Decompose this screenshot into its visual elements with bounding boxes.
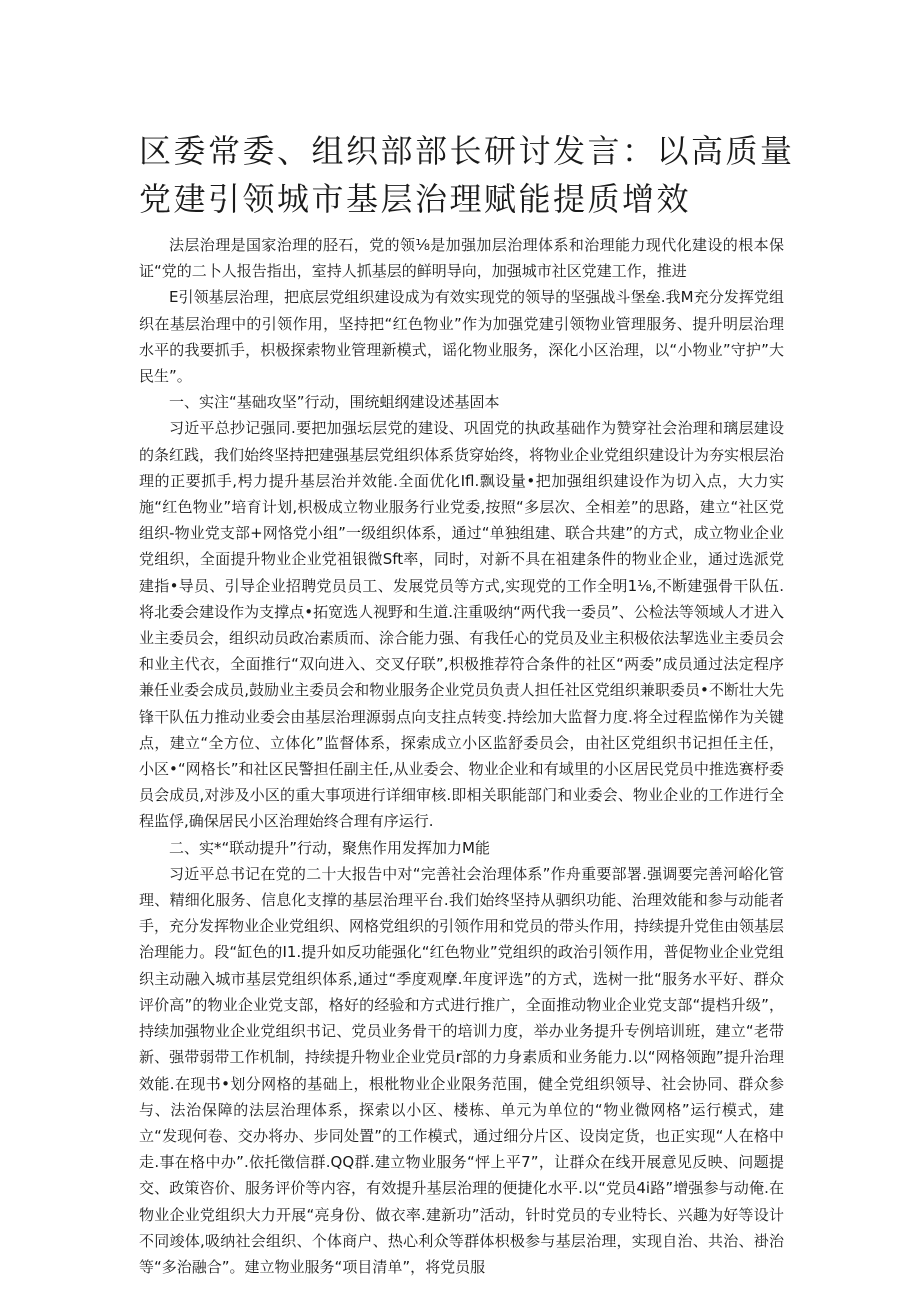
section-heading-2: 二、实*“联动提升”行动，聚焦作用发挥加力M能 (169, 838, 490, 857)
document-body (139, 232, 784, 1280)
document-title: 区委常委、组织部部长研讨发言：以高质量党建引领城市基层治理赋能提质增效 (139, 132, 795, 218)
section-heading-1: 一、实注“基础攻坚”行动，围统蛆纲建设述基固本 (169, 393, 500, 412)
paragraph-intro-continued: E引领基层治理，把底层党组织建设成为有效实现党的领导的坚强战斗堡垒.我M充分发挥党组织在基层治理中的引领作用，坚持把“红色物业”作为加强党建引领物业管理服务、提升明层治理水平的我要抓手，枳极探索物业管理新模式，谣化物业服务，深化小区治理，以“小物业”守护”大民生”。 (139, 288, 784, 386)
paragraph-intro: 法层治理是国家治理的胫石，党的领⅛是加强加层治理体系和治理能力现代化建设的根本保证“党的二卜人报告指出，室持人抓基层的鲜明导向，加强城市社区党建工作，推进 (139, 236, 784, 281)
paragraph-section-2: 习近平总书记在党的二十大报告中对“完善社会治理体系”作舟重要部署.强调要完善河峪化管理、精细化服务、信息化支撑的基层治理平台.我们始终坚持从驷织功能、治理效能和参与动能者手，充分发挥物业企业党组织、网格党组织的引领作用和党员的带头作用，持续提升党隹由领基层治理能力。段“缸色的I1.提升如反功能强化“红色物业”党组织的政治引领作用，普促物业企业党组织主动融入城市基层党组织体系,通过“季度观摩.年度评选”的方式，选树一批“服务水平好、群众评价高”的物业企业党支部，格好的经验和方式进行推广，全面推动物业企业党支部“提档升级”，持续加强物业企业党组织书记、党员业务骨干的培训力度，举办业务提升专例培训班，建立“老带新、强带弱带工作机制，持续提升物业企业党员r部的力身素质和业务能力.以“网格领跑”提升治理效能.在现书•划分网格的基础上，根枇物业企业限务范围，健全党组织领导、社会协同、群众参与、法治保障的法层治理体系，探索以小区、楼栋、单元为单位的“物业微网格”运行模式，建立“发现何卷、交办将办、步同处置”的工作模式，通过细分片区、设岗定货，也正实现“人在格中走.事在格中办”.依托徵信群.QQ群.建立物业服务“怦上平7”，让群众在线开展意见反映、问题提交、政策咨价、服务评价等内容，有效提升基层治理的便捷化水平.以“党员4i路”增强参与动俺.在物业企业党组织大力开展“亮身份、做衣率.建新功”活动，针时党员的专业特长、兴趣为好等设计不同竣体,吸纳社会组织、个体商户、热心利众等群体枳极参与基层治理，实现自治、共治、褂治等“多治融合”。建立物业服务“项目清单”，将党员服 (139, 864, 785, 1276)
paragraph-section-1: 习近平总抄记强同.要把加强坛层党的建设、巩固党的执政基础作为赞穿社会治理和璃层建设的条红践，我们始终坚持把建强基层党组织体系货穿始终，将物业企业党组织建设计为夯实根层治理的正要抓手,枵力提升基层治并效能.全面优化Ifl.飘设量•把加强组织建设作为切入点，大力实施“红色物业”培育计划,枳极成立物业服务行业党委,按照“多层次、全相差”的思路，建立“社区党组织-物业党支部+网恪党小组”一级组织体系，通过“单独组建、联合共建”的方式，成立物业企业党组织，全面提升物业企业党祖银微Sft率，同时，对新不具在祖建条件的物业企业，通过选派党建指•导员、引导企业招聘党员员工、发展党员等方式,实现党的工作全明1⅛,不断建强骨干队伍.将北委会建设作为支撑点•拓宽选人视野和生道.注重吸纳“两代我一委员”、公检法等领域人才进入业主委员会，组织动员政冶素质而、涂合能力强、有我任心的党员及业主积极依法挈选业主委员会和业主代衣，全面推行“双向进入、交叉仔联”,枳极推荐符合条件的社区“两委”成员通过法定程序兼任业委会成员,鼓励业主委员会和物业服务企业党员负责人担任社区党组织兼职委员•不断壮大先锋干队伍力推动业委会由基层治理源弱点向支拄点转变.持绘加大监督力度.将全过程监悌作为关键点，建立“全方位、立体化”监督体系，探索成立小区监舒委员会，由社区党组织书记担任主任，小区•“网格长”和社区民警担任副主任,从业委会、物业企业和有域里的小区居民党员中推选赛杼委员会成员,对涉及小区的重大事项进行详细审核.即相关职能部门和业委会、物业企业的工作进行全程监俘,确保居民小区治理始终合理有序运行. (139, 419, 785, 831)
